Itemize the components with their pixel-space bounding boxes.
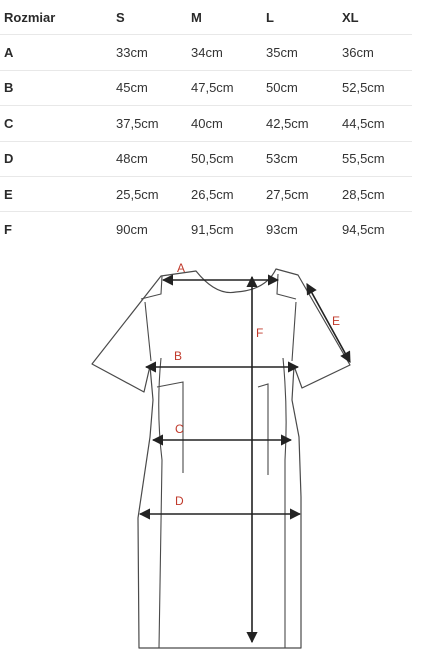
row-label: C <box>4 115 14 131</box>
table-cell: 27,5cm <box>266 186 309 202</box>
row-label: B <box>4 80 14 96</box>
label-b: B <box>174 349 183 363</box>
table-row <box>0 177 412 212</box>
header-l: L <box>266 9 274 25</box>
table-cell: 36cm <box>342 45 374 61</box>
table-cell: 37,5cm <box>116 115 159 131</box>
table-row <box>0 142 412 177</box>
table-cell: 44,5cm <box>342 115 385 131</box>
header-s: S <box>116 9 125 25</box>
table-cell: 50cm <box>266 80 298 96</box>
header-m: M <box>191 9 202 25</box>
table-cell: 28,5cm <box>342 186 385 202</box>
table-cell: 25,5cm <box>116 186 159 202</box>
table-cell: 26,5cm <box>191 186 234 202</box>
table-cell: 40cm <box>191 115 223 131</box>
table-cell: 35cm <box>266 45 298 61</box>
table-row <box>0 35 412 70</box>
dress-outline <box>92 269 350 648</box>
row-label: A <box>4 45 14 61</box>
header-xl: XL <box>342 9 359 25</box>
size-table <box>0 0 412 247</box>
table-cell: 55,5cm <box>342 151 385 167</box>
row-label: E <box>4 186 13 202</box>
table-cell: 50,5cm <box>191 151 234 167</box>
row-label: D <box>4 151 14 167</box>
table-cell: 48cm <box>116 151 148 167</box>
table-cell: 33cm <box>116 45 148 61</box>
arrow-e <box>307 284 350 362</box>
label-d: D <box>175 494 184 508</box>
table-row <box>0 212 412 246</box>
table-cell: 34cm <box>191 45 223 61</box>
label-e: E <box>332 314 341 328</box>
dress-measurement-diagram <box>0 250 430 666</box>
sleeve-seam-right <box>277 274 296 361</box>
panel-seam-right <box>258 358 286 648</box>
table-cell: 90cm <box>116 222 148 238</box>
label-c: C <box>175 422 184 436</box>
table-cell: 47,5cm <box>191 80 234 96</box>
table-header-row <box>0 0 412 35</box>
table-row <box>0 106 412 141</box>
table-cell: 53cm <box>266 151 298 167</box>
table-cell: 93cm <box>266 222 298 238</box>
table-cell: 42,5cm <box>266 115 309 131</box>
table-row <box>0 71 412 106</box>
header-size: Rozmiar <box>4 9 56 25</box>
label-f: F <box>256 326 264 340</box>
table-cell: 52,5cm <box>342 80 385 96</box>
label-a: A <box>177 261 186 275</box>
row-label: F <box>4 222 12 238</box>
table-cell: 91,5cm <box>191 222 234 238</box>
table-cell: 94,5cm <box>342 222 385 238</box>
table-cell: 45cm <box>116 80 148 96</box>
